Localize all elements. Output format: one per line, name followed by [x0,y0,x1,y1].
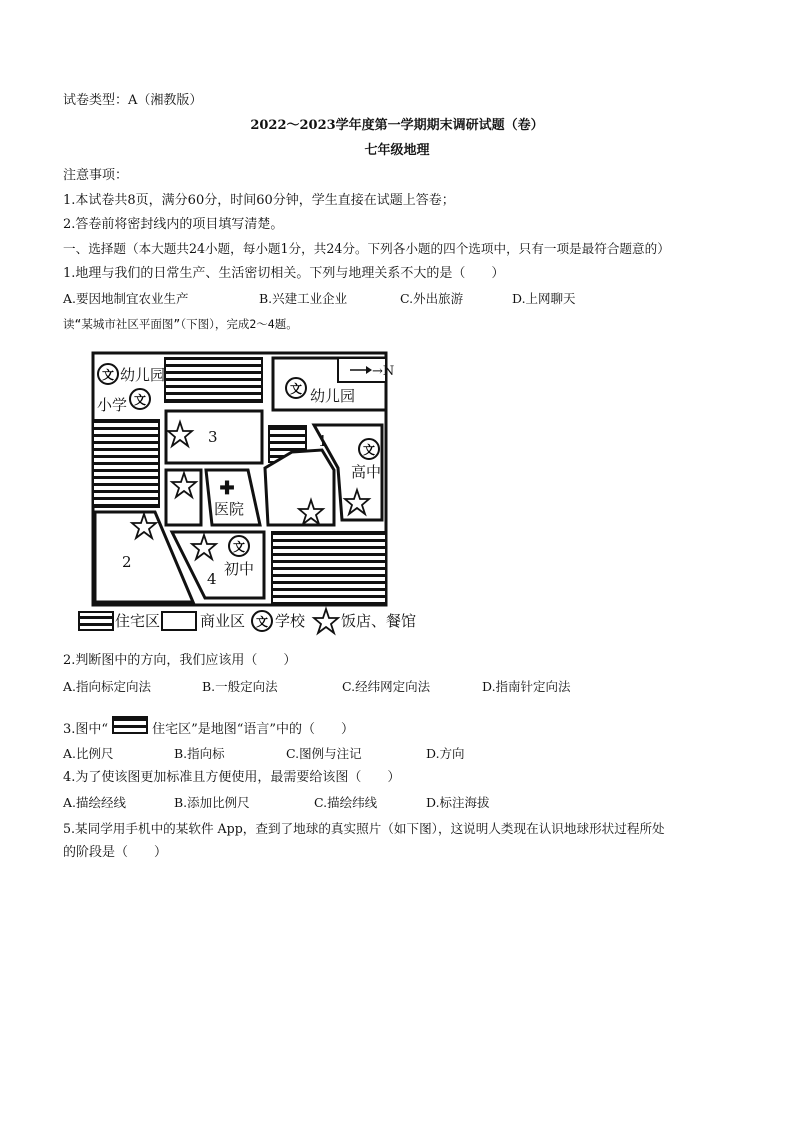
q4-stem: 4.为了使该图更加标准且方便使用，最需要给该图（ ） [63,770,401,785]
q1-option-d: D.上网聊天 [512,291,576,306]
hospital-cross-icon: ✚ [219,478,235,499]
q1-option-c: C.外出旅游 [400,291,464,306]
q2-option-d: D.指南针定向法 [482,679,571,694]
block-curved [265,450,334,525]
legend-residential-label: 住宅区 [115,612,161,630]
q2-option-a: A.指向标定向法 [63,679,152,694]
q4-option-c: C.描绘纬线 [314,795,378,810]
residential-block-left [93,420,159,507]
label-kindergarten-right: 幼儿园 [310,387,356,405]
read-map-instruction: 读“某城市社区平面图”（下图），完成2～4题。 [63,317,298,331]
school-symbol-high-school [359,439,379,459]
q4-option-d: D.标注海拔 [426,795,490,810]
q1-stem: 1.地理与我们的日常生产、生活密切相关。下列与地理关系不大的是（ ） [63,266,505,281]
svg-text:文: 文 [289,382,303,396]
q3-stem [63,716,354,739]
svg-text:文: 文 [101,368,115,382]
q1-option-b: B.兴建工业企业 [259,291,348,306]
label-area-3: 3 [208,428,218,446]
q4-option-a: A.描绘经线 [63,795,127,810]
school-symbol-middle-school [229,536,249,556]
q3-residential-swatch [112,716,148,734]
svg-text:文: 文 [232,540,246,554]
q2-option-c: C.经纬网定向法 [342,679,431,694]
label-primary-school: 小学 [97,396,128,414]
q3-stem-pre: 3.图中“ [63,722,109,737]
label-high-school: 高中 [351,463,382,481]
q3-option-d: D.方向 [426,746,465,761]
north-label: →N [372,364,395,379]
label-hospital: 医院 [214,500,245,518]
exam-title: 2022～2023学年度第一学期期末调研试题（卷） [250,118,544,133]
notes-item-2: 2.答卷前将密封线内的项目填写清楚。 [63,217,284,232]
legend-school-icon [252,611,272,631]
notes-heading: 注意事项： [63,168,129,183]
notes-item-1: 1.本试卷共8页，满分60分，时间60分钟，学生直接在试题上答卷； [63,193,455,208]
label-area-1: 1 [318,432,328,450]
q2-stem: 2.判断图中的方向，我们应该用（ ） [63,653,297,668]
exam-subject: 七年级地理 [364,143,430,158]
exam-type-line: 试卷类型：A（湘教版） [63,93,203,108]
legend-commercial-swatch [162,612,196,630]
q3-stem-post: 住宅区”是地图“语言”中的（ ） [152,722,355,737]
svg-text:文: 文 [133,393,147,407]
q3-option-a: A.比例尺 [63,746,114,761]
school-symbol-kindergarten-right [286,378,306,398]
label-area-2: 2 [122,553,132,571]
q3-option-b: B.指向标 [174,746,225,761]
legend-restaurant-label: 饭店、餐馆 [341,612,417,630]
school-symbol-kindergarten-left [98,364,118,384]
legend-school-label: 学校 [275,612,306,630]
svg-text:文: 文 [362,443,376,457]
residential-block-top [165,358,262,402]
label-area-4: 4 [207,570,217,588]
legend-residential-swatch [79,612,113,630]
q3-option-c: C.图例与注记 [286,746,362,761]
section-heading: 一、选择题（本大题共24小题，每小题1分，共24分。下列各小题的四个选项中，只有一项是最符合题意的） [63,241,670,256]
q5-stem-line2: 的阶段是（ ） [63,845,168,860]
q1-option-a: A.要因地制宜农业生产 [63,291,189,306]
svg-text:文: 文 [255,615,269,629]
residential-block-bottom-right [272,532,386,605]
legend-commercial-label: 商业区 [200,612,246,630]
label-middle-school: 初中 [224,560,255,578]
label-kindergarten-left: 幼儿园 [120,366,166,384]
q2-option-b: B.一般定向法 [202,679,278,694]
q5-stem-line1: 5.某同学用手机中的某软件 App，查到了地球的真实照片（如下图），这说明人类现在认识地球形状过程所处 [63,821,665,836]
q4-option-b: B.添加比例尺 [174,795,250,810]
school-symbol-primary [130,389,150,409]
legend-restaurant-star-icon [314,609,338,633]
